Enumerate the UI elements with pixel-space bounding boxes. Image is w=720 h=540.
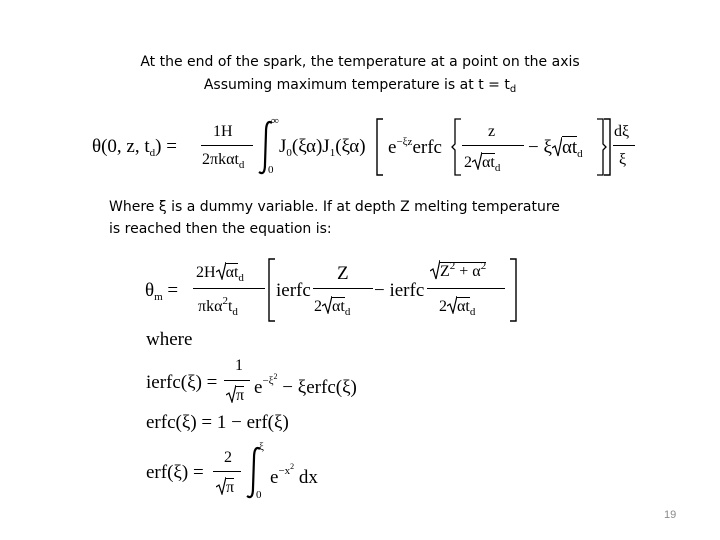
eq1-inner-bar <box>462 145 524 146</box>
eq1-j1: (ξα)J <box>291 136 330 157</box>
eq1-left-bracket <box>376 118 384 176</box>
eq2-right-bracket <box>509 258 517 322</box>
eq5-exp-power-text: −x <box>278 465 291 477</box>
eq2-b-den-sub: d <box>469 306 476 318</box>
eq1-inner-den-sub: d <box>494 162 501 174</box>
eq1-minus-xi-text: − ξ <box>528 137 552 158</box>
eq5-lhs: erf(ξ) = <box>146 462 204 483</box>
eq2-a-den-2: 2 <box>314 298 322 315</box>
eq2-num-text: 2H <box>196 264 216 281</box>
eq2-den-sub: d <box>232 306 238 318</box>
eq2-ierfc1: ierfc <box>276 280 311 301</box>
sqrt-icon <box>472 152 482 170</box>
eq2-b-num-sup1: 2 <box>449 260 456 272</box>
eq2-num-sub: d <box>238 272 244 284</box>
eq3-lhs: ierfc(ξ) = <box>146 372 218 393</box>
eq5-int-upper: ξ <box>259 441 264 453</box>
eq1-exp-base: e <box>388 137 397 158</box>
eq2-theta-text: θ <box>145 280 155 301</box>
eq3-exp-power-text: −ξ <box>262 375 274 387</box>
sqrt-icon <box>226 385 236 403</box>
eq2-num <box>196 262 244 284</box>
eq1-inner-den <box>464 152 500 174</box>
eq1-rad: αt <box>561 137 578 158</box>
eq2-b-den <box>439 296 475 318</box>
eq2-theta <box>145 281 178 303</box>
eq2-b-num-plus: + α <box>455 263 481 280</box>
eq1-frac1-den <box>202 152 244 171</box>
eq1-frac1-den-text: 2πkαt <box>202 151 239 168</box>
eq2-a-den <box>314 296 350 318</box>
eq1-int-lower: 0 <box>268 164 274 176</box>
eq2-equals: = <box>167 280 179 301</box>
eq1-inner-num: z <box>488 123 496 140</box>
sqrt-icon <box>216 262 226 280</box>
eq1-lhs-text: θ(0, z, t <box>92 136 150 157</box>
eq3-frac-bar <box>224 380 250 381</box>
eq5-den <box>216 477 234 496</box>
eq1-inner-den-rad: αt <box>482 154 495 171</box>
eq1-j0-sub: 0 <box>286 147 292 159</box>
eq2-left-bracket <box>268 258 276 322</box>
sqrt-icon <box>447 296 457 314</box>
sqrt-icon <box>552 137 562 157</box>
eq5-exp-power <box>278 462 295 477</box>
eq5-frac-bar <box>213 471 241 472</box>
heading-line-2 <box>0 75 720 100</box>
eq2-a-num: Z <box>337 263 349 284</box>
eq2-minus-ierfc: − ierfc <box>374 280 425 301</box>
paragraph-line-1: Where ξ is a dummy variable. If at depth Z melting temperature <box>109 199 560 215</box>
eq1-dxi: dξ <box>614 123 630 140</box>
eq1-inner-den-2: 2 <box>464 154 472 171</box>
page-number: 19 <box>664 509 677 521</box>
eq5-exp-power-sup: 2 <box>290 462 295 471</box>
heading-line-2-text: Assuming maximum temperature is at t = t <box>203 77 510 93</box>
sqrt-icon <box>216 477 226 495</box>
eq5-den-pi: π <box>226 479 235 496</box>
eq1-erfc: erfc <box>412 137 442 158</box>
eq2-b-num <box>430 260 486 280</box>
eq1-j1-arg: (ξα) <box>335 136 366 157</box>
eq1-lhs-sub: d <box>149 147 156 159</box>
eq1-lhs-close: ) = <box>155 136 177 157</box>
paragraph-line-2: is reached then the equation is: <box>109 221 332 237</box>
eq1-frac1-den-sub: d <box>238 159 245 171</box>
eq2-b-bar <box>427 288 505 289</box>
eq1-j1-sub: 1 <box>329 147 336 159</box>
eq2-a-bar <box>313 288 373 289</box>
eq3-exp <box>254 373 357 397</box>
eq2-a-den-rad: αt <box>332 298 345 315</box>
eq2-frac-bar <box>193 288 265 289</box>
eq2-b-num-z: Z <box>440 263 450 280</box>
heading-line-1: At the end of the spark, the temperature at a point on the axis <box>140 54 580 70</box>
eq1-j0: J <box>279 136 287 157</box>
sqrt-icon <box>430 260 440 280</box>
eq3-num: 1 <box>235 357 243 374</box>
eq1-xi: ξ <box>619 151 627 168</box>
eq2-den <box>198 296 238 318</box>
eq1-dxi-bar <box>613 145 635 146</box>
eq2-theta-sub: m <box>154 291 163 303</box>
eq2-b-den-rad: αt <box>457 298 470 315</box>
eq3-exp-power <box>262 372 278 387</box>
eq5-dx: dx <box>298 467 318 488</box>
eq1-rad-sub: d <box>577 148 583 160</box>
eq2-num-rad: αt <box>225 264 239 281</box>
eq2-den-sup: 2 <box>222 295 228 307</box>
eq2-den-t: t <box>227 298 233 315</box>
where-label: where <box>146 329 193 350</box>
eq1-frac2-num: H <box>221 123 233 140</box>
eq2-a-den-sub: d <box>344 306 351 318</box>
eq1-frac1-bar <box>201 145 253 146</box>
eq1-minus-xi <box>528 137 583 160</box>
eq1-lhs <box>92 137 177 159</box>
eq2-b-num-sup2: 2 <box>480 260 487 272</box>
eq2-b-num-radicand <box>440 262 486 280</box>
eq5-int-lower: 0 <box>256 489 262 501</box>
eq1-left-brace <box>452 118 462 176</box>
eq3-den-pi: π <box>236 387 245 404</box>
eq1-exp <box>388 137 442 157</box>
equation-erfc-definition: erfc(ξ) = 1 − erf(ξ) <box>146 412 289 433</box>
eq3-exp-power-sup: 2 <box>273 372 278 381</box>
eq1-right-bracket <box>603 118 611 176</box>
eq5-num: 2 <box>224 449 232 466</box>
eq5-integrand <box>270 463 318 487</box>
sqrt-icon <box>322 296 332 314</box>
eq1-integrand <box>279 137 366 159</box>
eq1-int-upper: ∞ <box>271 115 279 127</box>
heading-line-2-sub: d <box>509 84 517 95</box>
eq2-den-text: πkα <box>198 298 223 315</box>
eq2-b-den-2: 2 <box>439 298 447 315</box>
eq1-exp-power: −ξz <box>396 136 413 148</box>
eq5-exp-base: e <box>270 467 279 488</box>
eq1-frac1-num: 1 <box>213 123 221 140</box>
eq3-den <box>226 385 244 404</box>
eq3-exp-base: e <box>254 377 263 398</box>
eq3-rest: − ξerfc(ξ) <box>282 377 357 398</box>
